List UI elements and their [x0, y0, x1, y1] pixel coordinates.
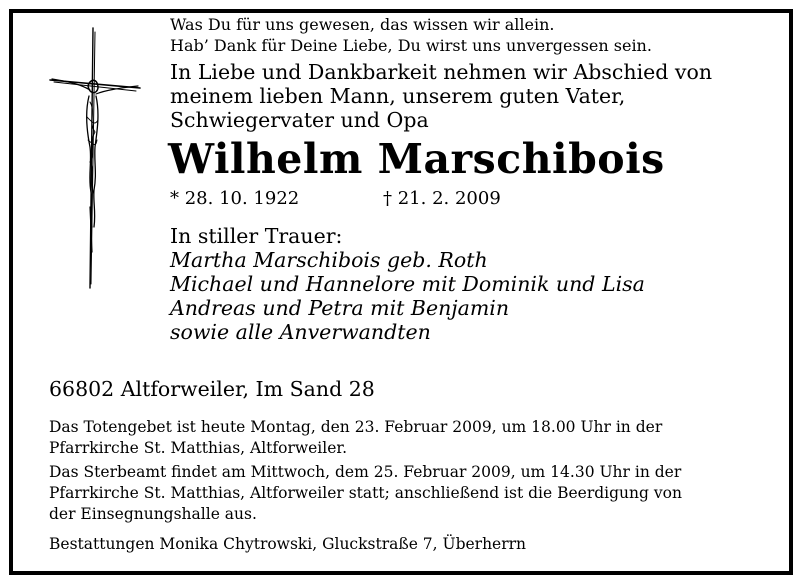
intro-line-2: meinem lieben Mann, unserem guten Vater,: [170, 84, 626, 108]
obituary-header: [170, 14, 770, 344]
requiem-notice-line-2: Pfarrkirche St. Matthias, Altforweiler statt; anschließend ist die Beerdigung von: [49, 484, 682, 502]
requiem-notice: [49, 462, 749, 525]
crucifix-icon: [40, 22, 150, 292]
verse-line-2: Hab’ Dank für Deine Liebe, Du wirst uns unvergessen sein.: [170, 36, 652, 55]
mourners-list: [170, 248, 770, 344]
birth-date: * 28. 10. 1922: [170, 188, 300, 209]
death-date: † 21. 2. 2009: [383, 188, 501, 209]
mourner-entry: Andreas und Petra mit Benjamin: [170, 296, 510, 320]
verse: [170, 14, 770, 56]
funeral-home: Bestattungen Monika Chytrowski, Gluckstraße 7, Überherrn: [49, 535, 527, 553]
prayer-notice-line-1: Das Totengebet ist heute Montag, den 23. Februar 2009, um 18.00 Uhr in der: [49, 418, 663, 436]
prayer-notice: [49, 417, 749, 459]
family-address: 66802 Altforweiler, Im Sand 28: [49, 377, 375, 401]
mourner-entry: Michael und Hannelore mit Dominik und Lisa: [170, 272, 645, 296]
deceased-name: Wilhelm Marschibois: [168, 135, 665, 183]
intro-line-1: In Liebe und Dankbarkeit nehmen wir Abschied von: [170, 60, 713, 84]
life-dates: [170, 186, 770, 212]
intro-line-3: Schwiegervater und Opa: [170, 108, 429, 132]
mourning-label: In stiller Trauer:: [170, 224, 343, 248]
intro-text: [170, 60, 770, 132]
mourner-entry: Martha Marschibois geb. Roth: [170, 248, 488, 272]
requiem-notice-line-3: der Einsegnungshalle aus.: [49, 505, 257, 523]
prayer-notice-line-2: Pfarrkirche St. Matthias, Altforweiler.: [49, 439, 348, 457]
mourner-entry: sowie alle Anverwandten: [170, 320, 431, 344]
verse-line-1: Was Du für uns gewesen, das wissen wir allein.: [170, 15, 555, 34]
requiem-notice-line-1: Das Sterbeamt findet am Mittwoch, dem 25. Februar 2009, um 14.30 Uhr in der: [49, 463, 682, 481]
